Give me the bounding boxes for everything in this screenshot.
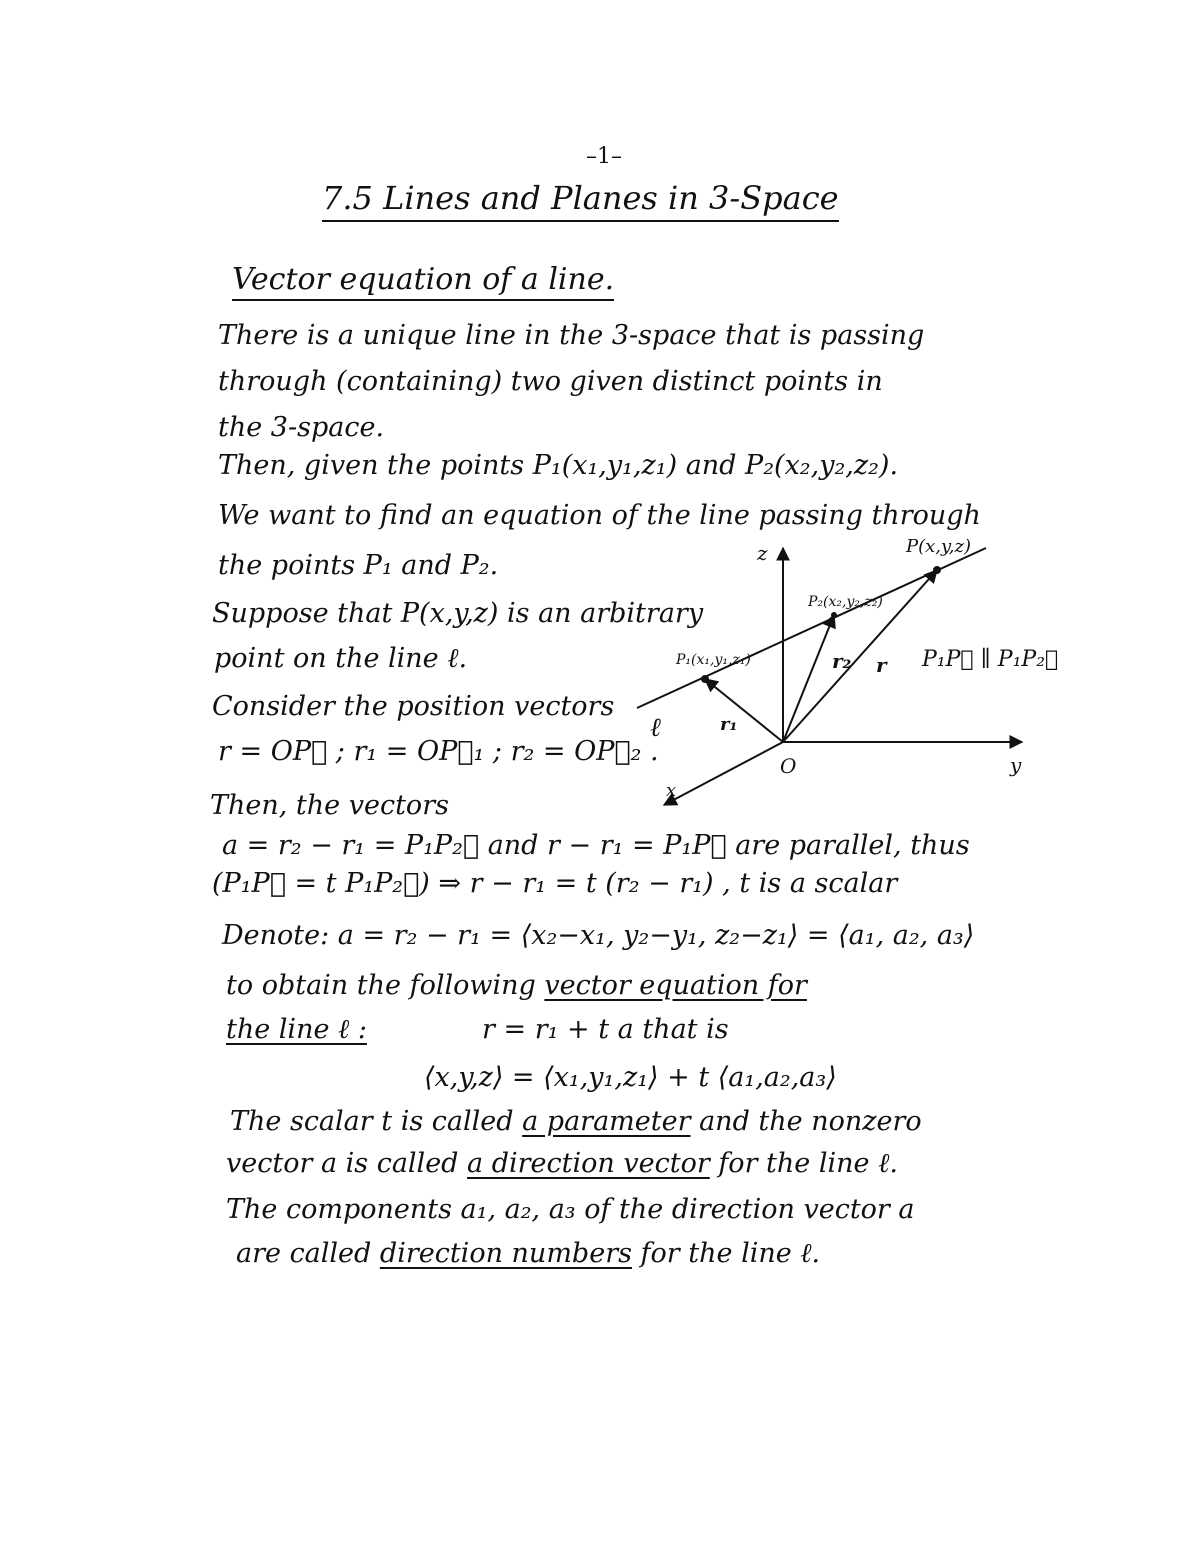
text-line: point on the line ℓ. xyxy=(214,643,468,674)
parallel-vectors-line: a = r₂ − r₁ = P₁P₂⃗ and r − r₁ = P₁P⃗ are parallel, thus xyxy=(222,830,970,861)
text-line: Then, given the points P₁(x₁,y₁,z₁) and P₂(x₂,y₂,z₂). xyxy=(218,450,899,481)
underlined-term: vector equation for xyxy=(544,970,807,1001)
page-title: 7.5 Lines and Planes in 3-Space xyxy=(322,182,839,222)
text-fragment: to obtain the following xyxy=(226,970,545,1001)
text-line: the points P₁ and P₂. xyxy=(218,550,499,581)
vector-r1 xyxy=(705,679,783,742)
text-fragment: are called xyxy=(236,1238,380,1269)
z-axis-label: z xyxy=(757,541,768,565)
vector-r2 xyxy=(783,615,834,742)
point-p xyxy=(933,566,941,574)
text-fragment: for the line ℓ. xyxy=(709,1148,898,1179)
underlined-term: direction numbers xyxy=(379,1238,632,1269)
vector-r-label: r xyxy=(876,653,887,677)
text-line: There is a unique line in the 3-space that is passing xyxy=(218,320,925,351)
position-vectors-equation: r = OP⃗ ; r₁ = OP⃗₁ ; r₂ = OP⃗₂ . xyxy=(218,736,659,767)
component-equation: ⟨x,y,z⟩ = ⟨x₁,y₁,z₁⟩ + t ⟨a₁,a₂,a₃⟩ xyxy=(424,1062,837,1093)
x-axis-label: x xyxy=(666,780,677,801)
vector-r1-label: r₁ xyxy=(720,714,738,735)
x-axis xyxy=(664,742,783,805)
text-fragment: vector a is called xyxy=(226,1148,468,1179)
denote-line: Denote: a = r₂ − r₁ = ⟨x₂−x₁, y₂−y₁, z₂−z₁⟩ = ⟨a₁, a₂, a₃⟩ xyxy=(222,920,975,951)
y-axis-label: y xyxy=(1010,753,1022,777)
text-line: The components a₁, a₂, a₃ of the direction vector a xyxy=(226,1194,915,1225)
point-p2-label: P₂(x₂,y₂,z₂) xyxy=(808,594,883,610)
parallel-note: P₁P⃗ ∥ P₁P₂⃗ xyxy=(922,647,1059,672)
point-p1-label: P₁(x₁,y₁,z₁) xyxy=(676,652,751,668)
point-p2 xyxy=(831,612,837,618)
point-p1 xyxy=(701,675,709,683)
text-fragment: and the nonzero xyxy=(690,1106,922,1137)
underlined-term: a direction vector xyxy=(467,1148,710,1179)
underlined-term: the line ℓ : xyxy=(226,1014,367,1045)
text-line: Consider the position vectors xyxy=(212,691,615,722)
text-fragment: The scalar t is called xyxy=(230,1106,523,1137)
scalar-relation-line: (P₁P⃗ = t P₁P₂⃗) ⇒ r − r₁ = t (r₂ − r₁) , t is a scalar xyxy=(212,868,898,899)
text-fragment: for the line ℓ. xyxy=(631,1238,821,1269)
page-number: –1– xyxy=(586,144,622,169)
underlined-term: a parameter xyxy=(522,1106,691,1137)
vector-equation: r = r₁ + t a that is xyxy=(482,1014,729,1045)
vector-r2-label: r₂ xyxy=(832,649,852,673)
text-line: We want to find an equation of the line passing through xyxy=(218,500,981,531)
text-line: Suppose that P(x,y,z) is an arbitrary xyxy=(212,598,704,629)
text-line: Then, the vectors xyxy=(210,790,449,821)
origin-label: O xyxy=(780,754,797,778)
section-heading: Vector equation of a line. xyxy=(232,265,614,301)
line-l-label: ℓ xyxy=(650,713,661,743)
text-line: the 3-space. xyxy=(218,412,385,443)
point-p-label: P(x,y,z) xyxy=(906,536,972,557)
text-line: through (containing) two given distinct points in xyxy=(218,366,883,397)
